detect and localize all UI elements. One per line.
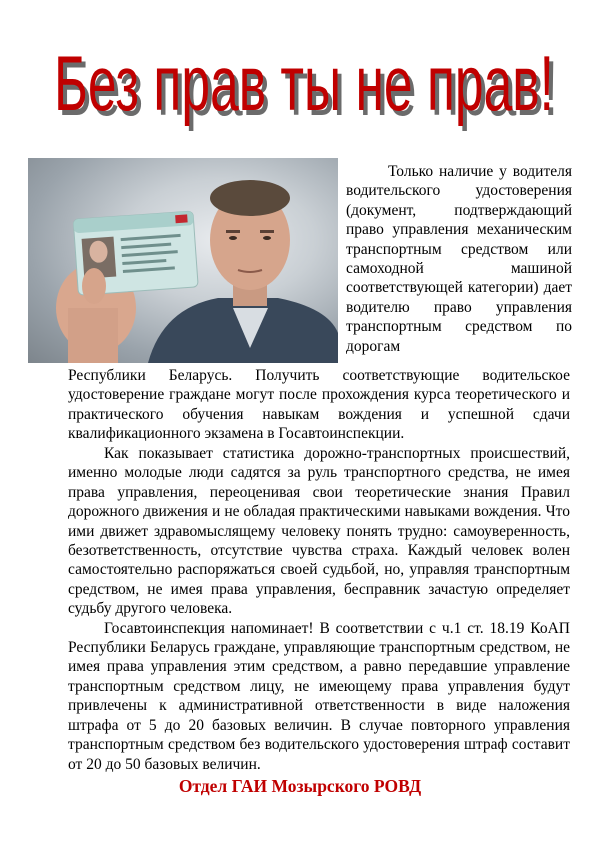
intro-continuation: Республики Беларусь. Получить соответствующие водительское удостоверение граждане могут после прохождения курса теоретического и практического обучения навыкам вождения и успешной сдачи квалификационного экзамена в Госавтоинспекции. — [68, 367, 570, 443]
headline-text: Без прав ты не прав! — [54, 39, 554, 127]
paragraph-statistics: Как показывает статистика дорожно-транспортных происшествий, именно молодые люди садятся за руль транспортного средства, не имея права управления, переоценивая свои теоретические знания Правил дорожного движения и не обладая практическими навыками вождения. Что ими движет здравомыслящему человеку понять трудно: самоуверенность, безответственность, отсутствие чувства страха. Каждый человек волен самостоятельно распоряжаться своей судьбой, но, управляя транспортным средством, не имея права управления, бесправник зачастую определяет судьбу другого человека. — [68, 445, 570, 618]
intro-side-text: Только наличие у водителя водительского удостоверения (документ, подтверждающий право управления механическим транспортным средством или самоходной машиной соответствующей категории) дает водителю право управления транспортным средством по дорогам — [346, 163, 572, 355]
footer-signature: Отдел ГАИ Мозырского РОВД — [178, 776, 422, 796]
headline-shadow: Без прав ты не прав! — [58, 44, 558, 132]
paragraph-warning: Госавтоинспекция напоминает! В соответствии с ч.1 ст. 18.19 КоАП Республики Беларусь граждане, управляющие транспортным средством, не имея права управления этим средством, а равно передавшие управление транспортным средством лицу, не имеющему права управления будут привлечены к административной ответственности в виде наложения штрафа от 5 до 20 базовых величин. В случае повторного управления транспортным средством без водительского удостоверения штраф составит от 20 до 50 базовых величин. — [68, 619, 570, 773]
article-body — [68, 444, 570, 774]
headline — [40, 22, 570, 132]
driver-license-photo — [28, 158, 338, 363]
